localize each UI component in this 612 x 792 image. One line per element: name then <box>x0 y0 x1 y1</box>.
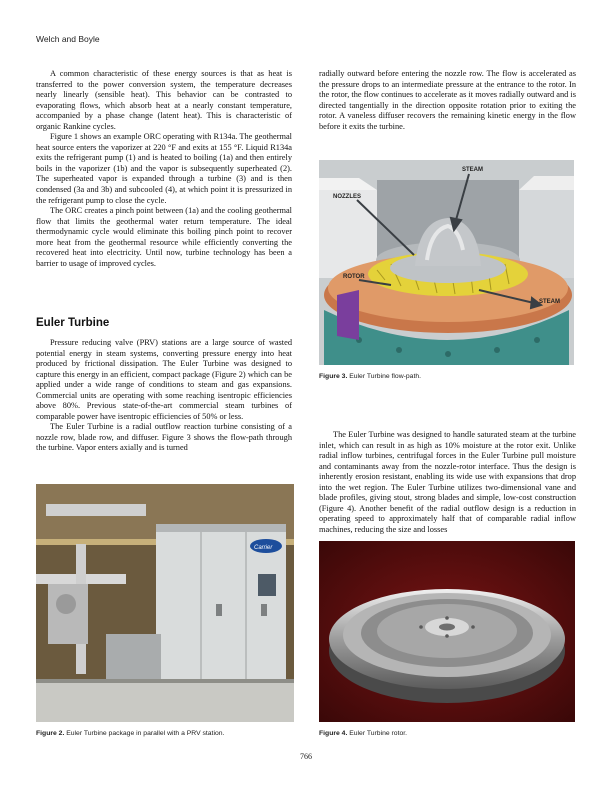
rotor-photo <box>319 541 575 722</box>
carrier-logo-text: Carrier <box>254 545 273 551</box>
paragraph: The Euler Turbine is a radial outflow reaction turbine consisting of a nozzle row, blade row, and diffuser. Figure 3 shows the flow-path through the turbine. Vapor enters axially and is turned <box>36 422 292 453</box>
paragraph: Figure 1 shows an example ORC operating with R134a. The geothermal heat source enters the vaporizer at 220 °F and exits at 155 °F. Liquid R134a exits the refrigerant pump (1) and is heated to boiling (1a) and then entirely boils in the vaporizer (1b) and the vapor is subsequently superheated (2). The superheated vapor is expanded through a turbine (3) and is then condensed (3a and 3b) and subcooled (4), at which point it is pressurized in the refrigerant pump to close the cycle. <box>36 132 292 205</box>
caption-text: Euler Turbine rotor. <box>349 730 408 737</box>
paragraph: radially outward before entering the nozzle row. The flow is accelerated as the pressure drops to an intermediate pressure at the entrance to the rotor. In the rotor, the flow continues to accelerate as it moves radially outward and is directed tangentially in the direction opposite rotation prior to exiting the rotor. A vaneless diffuser recovers the remaining kinetic energy in the flow before it exits the turbine. <box>319 69 576 131</box>
valve-station <box>48 584 88 644</box>
valve-wheel <box>56 594 76 614</box>
rotor-bore <box>439 624 455 631</box>
floor-edge <box>36 679 294 683</box>
paragraph: A common characteristic of these energy sources is that as heat is transferred to the power conversion system, the temperature decreases nearly linearly (sensible heat). This behavior can be contrasted to evaporating flows, which absorb heat at a nearly constant temperature, accompanied by a phase change (latent heat). This is characteristic of organic Rankine cycles. <box>36 69 292 131</box>
figure-2-image <box>36 484 294 722</box>
paragraph: The Euler Turbine was designed to handle saturated steam at the turbine inlet, which can result in as high as 10% moisture at the rotor exit. Unlike radial inflow turbines, centrifugal forces in the Euler Turbine pull moisture and contaminants away from the nozzle-rotor interface. Thus the design is inherently erosion resistant, enabling its wide use with expansions that drop into the wet region. The Euler Turbine utilizes two-dimensional vane and blade profiles, giving stout, strong blades and simple, low-cost construction (Figure 4). Another benefit of the radial outflow design is a reduction in operating speed to approximately half that of comparable radial inflow machines, reducing the size and losses <box>319 430 576 534</box>
caption-text: Euler Turbine package in parallel with a PRV station. <box>66 730 225 737</box>
label-steam-top: STEAM <box>462 167 483 173</box>
floor <box>36 679 294 722</box>
caption-text: Euler Turbine flow-path. <box>349 373 422 380</box>
hub-bolt <box>419 625 423 629</box>
cabinet-top <box>156 524 286 532</box>
left-column-top <box>36 69 292 269</box>
turbine-flowpath-illustration <box>319 160 574 365</box>
figure-2-caption <box>36 730 224 737</box>
pipe <box>46 504 146 516</box>
label-steam-right: STEAM <box>539 299 560 305</box>
left-column-mid <box>36 338 292 454</box>
right-column-top <box>319 69 576 132</box>
caption-label: Figure 4. <box>319 730 348 737</box>
figure-3-caption <box>319 373 421 380</box>
figure-4-caption <box>319 730 407 737</box>
control-screen <box>258 574 276 596</box>
bolt <box>396 347 402 353</box>
cabinet-handle <box>216 604 222 616</box>
running-head: Welch and Boyle <box>36 34 100 44</box>
paragraph: The ORC creates a pinch point between (1a) and the cooling geothermal flow that limits the geothermal water return temperature. The ideal thermodynamic cycle would eliminate this boiling pinch point to recover more heat from the geothermal resource while efficiently converting the recovered heat into electricity. Until now, turbine technology has been a barrier to usage of improved cycles. <box>36 206 292 268</box>
section-heading: Euler Turbine <box>36 317 110 329</box>
bolt <box>445 351 451 357</box>
purple-seal <box>337 290 359 340</box>
bolt <box>494 347 500 353</box>
page-number: 766 <box>300 752 312 761</box>
paragraph: Pressure reducing valve (PRV) stations are a large source of wasted potential energy in steam systems, converting pressure energy into heat produced by frictional dissipation. The Euler Turbine was designed to capture this energy in an efficient, compact package (Figure 2) which can be applied under a wide range of conditions to steam and gas expansions. Commercial units are operating with some reaching isentropic efficiencies above 80%. Previous state-of-the-art commercial steam turbines of comparable power have isentropic efficiencies of 50% or less. <box>36 338 292 421</box>
hub-bolt <box>445 616 449 620</box>
bolt <box>534 337 540 343</box>
hub-bolt <box>471 625 475 629</box>
label-nozzles: NOZZLES <box>333 194 361 200</box>
caption-label: Figure 3. <box>319 373 348 380</box>
figure-4-image <box>319 541 575 722</box>
turbine-package-photo <box>36 484 294 722</box>
cabinet-handle <box>261 604 267 616</box>
caption-label: Figure 2. <box>36 730 65 737</box>
hub-bolt <box>445 634 449 638</box>
right-column-mid <box>319 430 576 535</box>
figure-3-image <box>319 160 574 365</box>
pump-skid <box>106 634 161 679</box>
label-rotor: ROTOR <box>343 274 365 280</box>
